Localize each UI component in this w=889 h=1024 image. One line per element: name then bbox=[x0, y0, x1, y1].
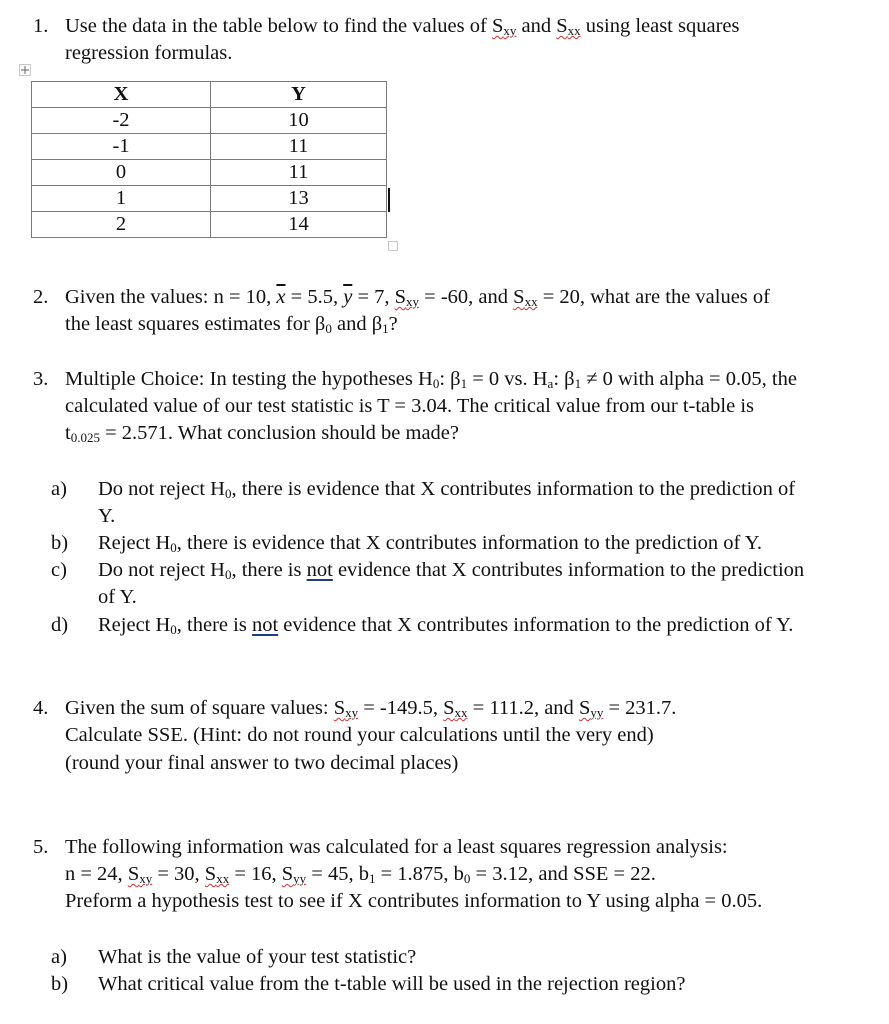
table-header-row bbox=[32, 82, 387, 108]
question-text-line: (round your final answer to two decimal places) bbox=[65, 752, 459, 774]
question-number: 3. bbox=[33, 368, 49, 390]
table-cell-y[interactable]: 11 bbox=[211, 160, 387, 186]
table-cell-x[interactable]: 1 bbox=[32, 186, 211, 212]
option-c-text-line2: of Y. bbox=[98, 586, 137, 608]
part-b-letter: b) bbox=[51, 973, 69, 995]
sxx-term: $S_{xx}$ bbox=[556, 15, 581, 38]
question-text-line: regression formulas. bbox=[65, 42, 233, 64]
table-cell-y[interactable]: 10 bbox=[211, 108, 387, 134]
question-text-line: Preform a hypothesis test to see if X contributes information to Y using alpha = 0.05. bbox=[65, 890, 763, 912]
table-header-x[interactable]: X bbox=[32, 82, 211, 108]
table-row bbox=[32, 212, 387, 238]
question-text-line: The following information was calculated for a least squares regression analysis: bbox=[65, 836, 728, 858]
part-a-letter: a) bbox=[51, 946, 67, 968]
data-table bbox=[31, 81, 387, 238]
sxx-term: $S_{xx}$ bbox=[443, 697, 468, 720]
table-cell-y[interactable]: 11 bbox=[211, 134, 387, 160]
question-text-line: Multiple Choice: In testing the hypotheses $H_0$: $\beta_1 = 0$ vs. $H_a$: $\beta_1 \ne 0$ with alpha = 0.05, the bbox=[65, 368, 797, 391]
table-cell-x[interactable]: 2 bbox=[32, 212, 211, 238]
table-row bbox=[32, 134, 387, 160]
question-text-line: $t_{0.025} = 2.571$. What conclusion should be made? bbox=[65, 422, 459, 445]
underlined-not: not bbox=[306, 559, 333, 581]
option-c-text[interactable]: Do not reject $H_0$, there is not evidence that X contributes information to the prediction bbox=[98, 559, 805, 582]
question-text-line: Use the data in the table below to find the values of $S_{xy}$ and $S_{xx}$ using least squares bbox=[65, 15, 740, 38]
question-text-line: the least squares estimates for $\beta_0$ and $\beta_1$? bbox=[65, 313, 398, 336]
option-d-text[interactable]: Reject $H_0$, there is not evidence that X contributes information to the prediction of Y. bbox=[98, 614, 794, 637]
y-bar-symbol: $\overline{y}$ bbox=[343, 286, 353, 308]
table-row bbox=[32, 160, 387, 186]
syy-term: $S_{yy}$ bbox=[578, 697, 604, 720]
table-row bbox=[32, 108, 387, 134]
question-text-line: Given the sum of square values: $S_{xy} = -149.5$, $S_{xx} = 111.2$, and $S_{yy} = 231.7$. bbox=[65, 697, 677, 720]
option-b-text[interactable]: Reject $H_0$, there is evidence that X contributes information to the prediction of Y. bbox=[98, 532, 763, 555]
question-text-line: Given the values: n = 10, $\overline{x} = 5.5$, $\overline{y} = 7$, $S_{xy} = -60$, and $S_{xx} = 20$, what are the values of bbox=[65, 286, 770, 309]
table-cell-y[interactable]: 14 bbox=[211, 212, 387, 238]
sxy-term: $S_{xy}$ bbox=[333, 697, 359, 720]
syy-term: $S_{yy}$ bbox=[281, 863, 307, 886]
part-a-text: What is the value of your test statistic? bbox=[98, 946, 417, 968]
question-text-line: calculated value of our test statistic is T = 3.04. The critical value from our t-table is bbox=[65, 395, 755, 417]
text-cursor bbox=[388, 188, 390, 212]
option-a-text[interactable]: Do not reject $H_0$, there is evidence that X contributes information to the prediction of bbox=[98, 478, 796, 501]
table-cell-y[interactable]: 13 bbox=[211, 186, 387, 212]
option-c-letter: c) bbox=[51, 559, 67, 581]
sxx-term: $S_{xx}$ bbox=[204, 863, 230, 886]
x-bar-symbol: $\overline{x}$ bbox=[276, 286, 286, 308]
sxy-term: $S_{xy}$ bbox=[491, 15, 517, 38]
table-row bbox=[32, 186, 387, 212]
option-a-text-line2: Y. bbox=[98, 505, 116, 527]
table-resize-handle[interactable] bbox=[388, 241, 398, 251]
question-number: 1. bbox=[33, 15, 49, 37]
option-b-letter: b) bbox=[51, 532, 69, 554]
table-cell-x[interactable]: 0 bbox=[32, 160, 211, 186]
option-d-letter: d) bbox=[51, 614, 69, 636]
table-cell-x[interactable]: -1 bbox=[32, 134, 211, 160]
question-text-line: Calculate SSE. (Hint: do not round your calculations until the very end) bbox=[65, 724, 654, 746]
part-b-text: What critical value from the t-table will be used in the rejection region? bbox=[98, 973, 686, 995]
sxy-term: $S_{xy}$ bbox=[394, 286, 420, 309]
question-number: 2. bbox=[33, 286, 49, 308]
table-move-handle-icon[interactable] bbox=[19, 64, 31, 76]
sxy-term: $S_{xy}$ bbox=[127, 863, 153, 886]
table-header-y[interactable]: Y bbox=[211, 82, 387, 108]
table-cell-x[interactable]: -2 bbox=[32, 108, 211, 134]
option-a-letter: a) bbox=[51, 478, 67, 500]
underlined-not: not bbox=[251, 614, 279, 636]
question-text-line: n = 24, $S_{xy} = 30$, $S_{xx} = 16$, $S_{yy} = 45$, $b_1 = 1.875$, $b_0 = 3.12$, and SSE = 22. bbox=[65, 863, 656, 886]
sxx-term: $S_{xx}$ bbox=[513, 286, 538, 309]
question-number: 5. bbox=[33, 836, 49, 858]
question-number: 4. bbox=[33, 697, 49, 719]
